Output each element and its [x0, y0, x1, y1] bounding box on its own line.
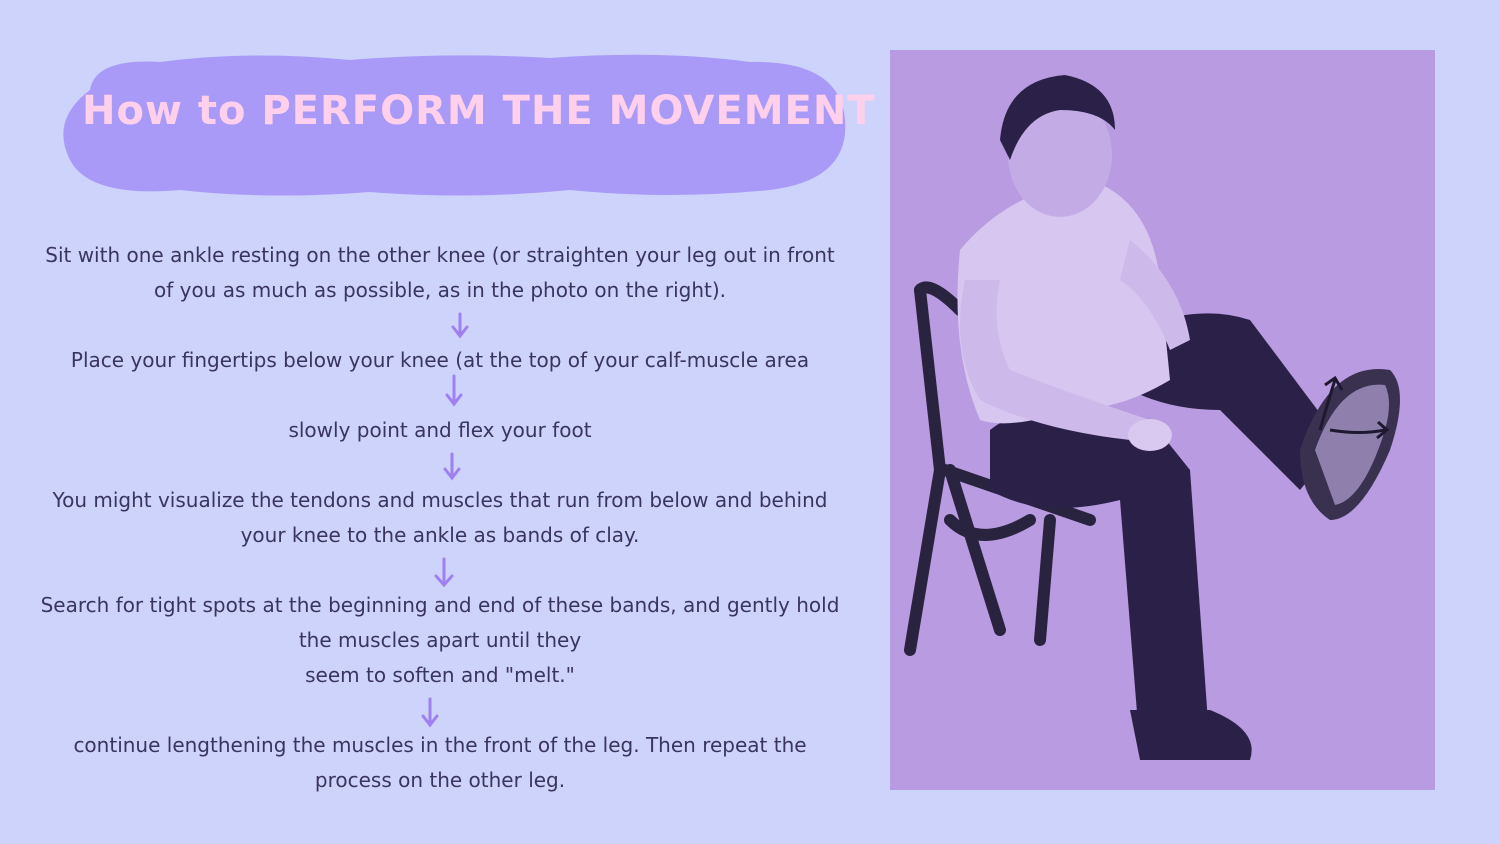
page-title: How to PERFORM THE MOVEMENT	[82, 88, 876, 134]
down-arrow-icon	[20, 448, 860, 483]
instruction-steps	[20, 238, 860, 798]
step-6: continue lengthening the muscles in the front of the leg. Then repeat the process on the other leg.	[73, 733, 807, 792]
step-5: Search for tight spots at the beginning and end of these bands, and gently hold the muscles apart until they	[40, 593, 840, 652]
step-1: Sit with one ankle resting on the other knee (or straighten your leg out in front of you as much as possible, as in the photo on the right).	[45, 243, 835, 302]
down-arrow-icon	[20, 693, 860, 728]
down-arrow-icon	[20, 308, 860, 343]
down-arrow-icon	[20, 553, 860, 588]
step-5-continued: seem to soften and "melt."	[305, 663, 575, 687]
demonstration-photo	[890, 50, 1435, 790]
step-4: You might visualize the tendons and muscles that run from below and behind your knee to the ankle as bands of clay.	[52, 488, 828, 547]
step-3: slowly point and flex your foot	[288, 418, 592, 442]
down-arrow-icon	[20, 378, 860, 413]
step-2: Place your fingertips below your knee (at the top of your calf-muscle area	[70, 348, 810, 372]
